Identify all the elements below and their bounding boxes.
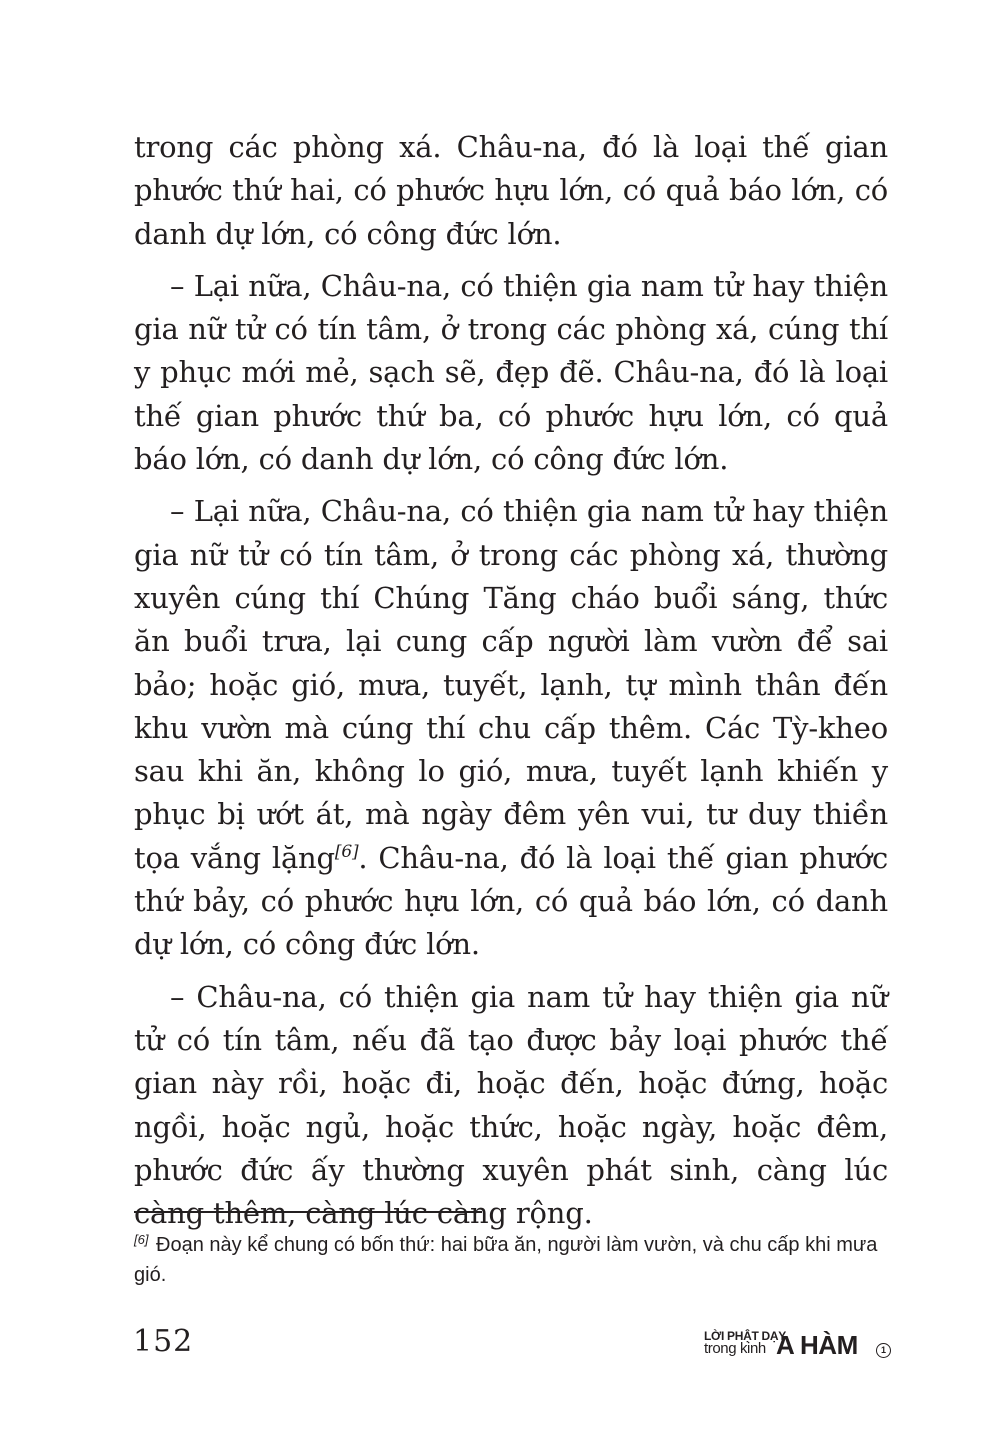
- footnote-text: Đoạn này kể chung có bốn thứ: hai bữa ăn, người làm vườn, và chu cấp khi mưa gió.: [134, 1234, 878, 1286]
- paragraph-3-text-before-ref: – Lại nữa, Châu-na, có thiện gia nam tử hay thiện gia nữ tử có tín tâm, ở trong các phòng xá, thường xuyên cúng thí Chúng Tăng cháo buổi sáng, thức ăn buổi trưa, lại cung cấp người làm vườn để sai bảo; hoặc gió, mưa, tuyết, lạnh, tự mình thân đến khu vườn mà cúng thí chu cấp thêm. Các Tỳ-kheo sau khi ăn, không lo gió, mưa, tuyết lạnh khiến y phục bị ướt át, mà ngày đêm yên vui, tư duy thiền tọa vắng lặng: [134, 494, 888, 875]
- paragraph-3: [134, 490, 888, 966]
- body-text: [134, 126, 888, 1244]
- paragraph-1: trong các phòng xá. Châu-na, đó là loại thế gian phước thứ hai, có phước hựu lớn, có quả báo lớn, có danh dự lớn, có công đức lớn.: [134, 130, 888, 251]
- footnote: [134, 1230, 890, 1290]
- footnote-reference[interactable]: [6]: [334, 841, 359, 862]
- brand-line-1: LỜI PHẬT DẠY: [704, 1329, 786, 1343]
- paragraph-4: – Châu-na, có thiện gia nam tử hay thiện gia nữ tử có tín tâm, nếu đã tạo được bảy loại phước thế gian này rồi, hoặc đi, hoặc đến, hoặc đứng, hoặc ngồi, hoặc ngủ, hoặc thức, hoặc ngày, hoặc đêm, phước đức ấy thường xuyên phát sinh, càng lúc càng thêm, càng lúc càng rộng.: [134, 979, 888, 1231]
- book-brand-logo: [704, 1330, 894, 1366]
- brand-title: A HÀM: [776, 1330, 858, 1360]
- paragraph-2: – Lại nữa, Châu-na, có thiện gia nam tử hay thiện gia nữ tử có tín tâm, ở trong các phòng xá, cúng thí y phục mới mẻ, sạch sẽ, đẹp đẽ. Châu-na, đó là loại thế gian phước thứ ba, có phước hựu lớn, có quả báo lớn, có danh dự lớn, có công đức lớn.: [134, 268, 888, 477]
- footnote-marker: [6]: [134, 1232, 149, 1247]
- brand-line-2: trong kinh: [704, 1340, 766, 1357]
- page-number: 152: [133, 1324, 194, 1359]
- paragraph-3-text-after-ref: . Châu-na, đó là loại thế gian phước thứ bảy, có phước hựu lớn, có quả báo lớn, có danh dự lớn, có công đức lớn.: [134, 840, 888, 962]
- footnote-divider: [134, 1211, 482, 1213]
- volume-number-badge: 1: [876, 1343, 891, 1358]
